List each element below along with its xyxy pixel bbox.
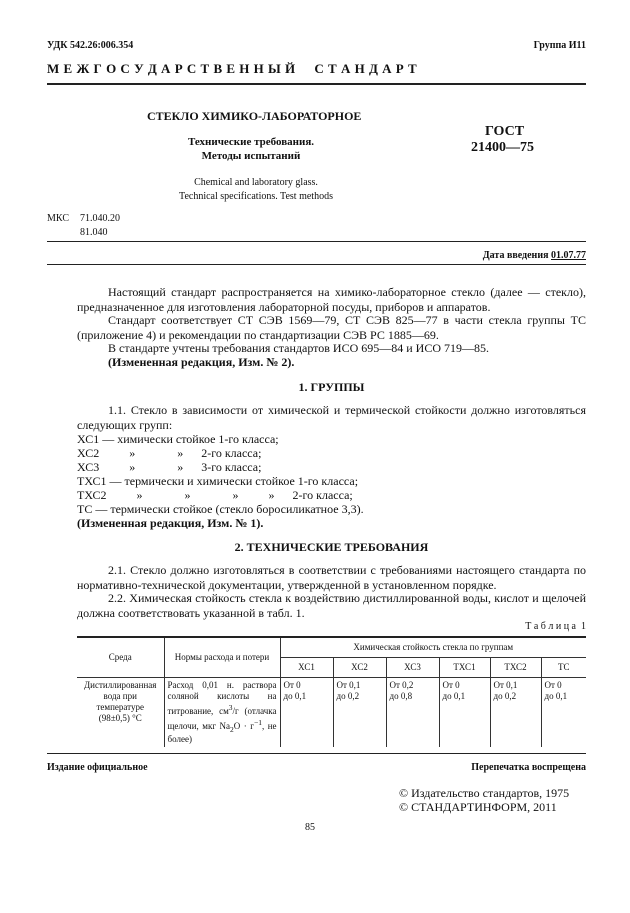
group-item: ХС1 — химически стойкое 1-го класса; [77,432,279,446]
group-item: ТХС2 » » » » 2-го класса; [77,488,353,502]
header-group: ТХС1 [439,657,490,677]
cell-value: От 0,1 до 0,2 [490,677,541,747]
cell-norms: Расход 0,01 н. раствора соляной кислоты на титрование, $см^3/г$ (отлачка щелочи, мкг $Na_2O \cdot г^{-1}$, не более) [164,677,280,747]
intro-paragraph-2: Стандарт соответствует СТ СЭВ 1569—79, СТ СЭВ 825—77 в части стекла группы ТС (приложение 4) и рекомендации по стандартизации СЭВ РС 1885—69. [77,313,586,342]
gost-number: 21400—75 [471,140,534,155]
intro-paragraph-3: В стандарте учтены требования стандартов ИСО 695—84 и ИСО 719—85. [108,341,490,355]
group-item: ХС2 » » 2-го класса; [77,446,262,460]
english-title-line2: Technical specifications. Test methods [179,191,333,202]
group-code: Группа И11 [533,40,586,51]
intro-date [483,250,586,261]
interstate-standard-banner: М Е Ж Г О С У Д А Р С Т В Е Н Н Ы Й С Т А Н Д А Р Т [47,61,418,76]
header-group: ХС1 [280,657,333,677]
mks-label: МКС [47,213,69,224]
cell-medium: Дистиллированная вода при температуре (98±0,5) °С [77,677,164,747]
mks-code-2: 81.040 [80,227,108,238]
footer-rule [47,753,586,754]
udk-code: УДК 542.26:006.354 [47,40,134,51]
header-group: ТХС2 [490,657,541,677]
mks-rule [47,241,586,242]
section2-paragraph-2: 2.2. Химическая стойкость стекла к воздействию дистиллированной воды, кислот и щелочей должна соответствовать указанной в табл. 1. [77,591,586,620]
standard-subtitle-line1: Технические требования. [187,136,315,148]
copyright-line-1: © Издательство стандартов, 1975 [399,786,570,800]
intro-date-value: 01.07.77 [551,250,586,261]
section1-paragraph: 1.1. Стекло в зависимости от химической и термической стойкости должно изготовляться следующих групп: [77,403,586,432]
header-rule [47,83,586,85]
table1-caption: Т а б л и ц а 1 [525,621,586,632]
header-chemical-stability: Химическая стойкость стекла по группам [280,637,586,657]
header-group: ХС3 [386,657,439,677]
cell-value: От 0,1 до 0,2 [333,677,386,747]
group-item: ТХС1 — термически и химически стойкое 1-го класса; [77,474,359,488]
cell-value: От 0 до 0,1 [280,677,333,747]
group-item: ХС3 » » 3-го класса; [77,460,262,474]
intro-paragraph-1: Настоящий стандарт распространяется на химико-лабораторное стекло (далее — стекло), предназначенное для изготовления лабораторной посуды, приборов и аппаратов. [77,285,586,314]
edition-label: Издание официальное [47,762,148,773]
mks-code-1: 71.040.20 [80,213,120,224]
intro-amendment: (Измененная редакция, Изм. № 2). [108,355,295,369]
table-row [77,677,586,747]
reprint-label: Перепечатка воспрещена [471,762,586,773]
section2-heading: 2. ТЕХНИЧЕСКИЕ ТРЕБОВАНИЯ [234,540,429,554]
header-group: ТС [541,657,586,677]
page-number: 85 [305,822,315,833]
header-norms: Нормы расхода и потери [164,637,280,677]
intro-date-rule [47,264,586,265]
cell-value: От 0 до 0,1 [439,677,490,747]
section2-paragraph-1: 2.1. Стекло должно изготовляться в соответствии с требованиями настоящего стандарта по нормативно-технической документации, утвержденной в установленном порядке. [77,563,586,592]
group-item: ТС — термически стойкое (стекло боросиликатное 3,3). [77,502,364,516]
standard-title: СТЕКЛО ХИМИКО-ЛАБОРАТОРНОЕ [147,109,362,123]
english-title-line1: Chemical and laboratory glass. [194,177,318,188]
table1 [77,636,586,747]
header-medium: Среда [77,637,164,677]
intro-date-label: Дата введения [482,250,549,261]
section1-amendment: (Измененная редакция, Изм. № 1). [77,516,264,530]
section1-heading: 1. ГРУППЫ [298,380,365,394]
cell-value: От 0,2 до 0,8 [386,677,439,747]
gost-label: ГОСТ [485,124,525,139]
standard-subtitle-line2: Методы испытаний [201,150,301,162]
copyright-line-2: © СТАНДАРТИНФОРМ, 2011 [399,800,557,814]
cell-value: От 0 до 0,1 [541,677,586,747]
header-group: ХС2 [333,657,386,677]
